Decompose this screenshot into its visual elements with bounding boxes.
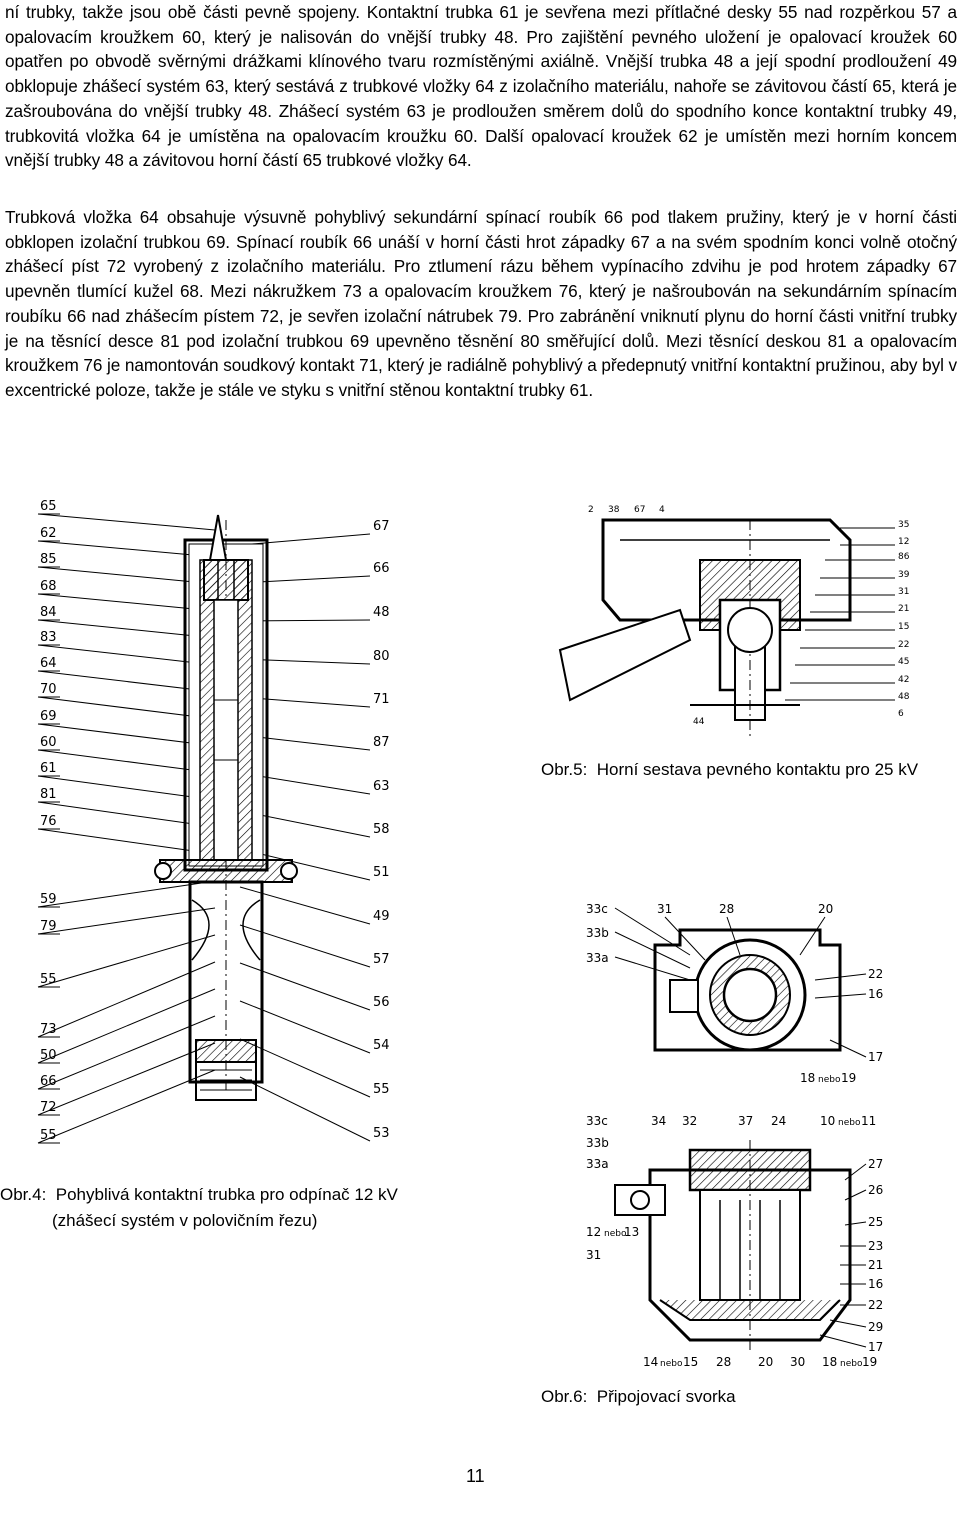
fig6-label: 10: [820, 1114, 836, 1128]
fig5-label: 38: [608, 505, 620, 515]
fig5-label: 12: [898, 537, 910, 547]
fig4-leader-line: [38, 724, 215, 746]
fig4-leader-line: [38, 594, 215, 611]
fig6-lower-drawing: [615, 1140, 866, 1350]
fig4-right-label: 80: [373, 649, 390, 664]
fig4-right-label: 58: [373, 822, 390, 837]
fig4-left-label: 76: [40, 814, 57, 829]
fig4-leader-line: [38, 697, 215, 719]
fig6-label: nebo: [604, 1229, 627, 1239]
fig4-leader-line: [38, 881, 215, 907]
fig6-label: nebo: [818, 1075, 841, 1085]
fig6-label: 33b: [586, 1136, 609, 1150]
fig5-label: 4: [659, 505, 665, 515]
fig5-label: 35: [898, 520, 910, 530]
fig6-label: 37: [738, 1114, 754, 1128]
fig4-left-label: 73: [40, 1022, 57, 1037]
fig6-label: 16: [868, 987, 884, 1001]
fig6-label: 18: [800, 1071, 816, 1085]
fig4-leader-line: [38, 1016, 215, 1089]
fig4-left-label: 59: [40, 892, 57, 907]
fig4-right-label: 66: [373, 561, 390, 576]
fig4-leader-line: [38, 750, 215, 773]
fig6-label: 32: [682, 1114, 698, 1128]
fig4-leader-line: [240, 1001, 370, 1053]
page-number: 11: [466, 1466, 485, 1486]
fig6-label: 31: [586, 1248, 602, 1262]
fig4-left-label: 83: [40, 630, 57, 645]
fig6-label: 17: [868, 1340, 884, 1354]
fig4-right-label: 51: [373, 865, 390, 880]
fig6-label: 33c: [586, 902, 608, 916]
fig6-upper-drawing: [615, 908, 866, 1057]
fig6-label: 19: [841, 1071, 857, 1085]
fig4-left-label: 68: [40, 579, 57, 594]
fig4-leader-line: [240, 887, 370, 924]
figure-4-caption-line2: (zhášecí systém v polovičním řezu): [0, 1211, 318, 1230]
figure-6-drawing: [560, 890, 940, 1380]
fig6-label: 30: [790, 1355, 806, 1369]
fig6-label: 11: [861, 1114, 877, 1128]
fig6-label: 22: [868, 1298, 884, 1312]
fig6-label: 33a: [586, 1157, 609, 1171]
fig4-leader-line: [38, 802, 215, 827]
fig5-label: 39: [898, 570, 910, 580]
fig4-right-label: 48: [373, 605, 390, 620]
fig4-right-label: 87: [373, 735, 390, 750]
figure-6-svg: [560, 890, 940, 1380]
fig4-left-label: 61: [40, 761, 57, 776]
fig5-label: 22: [898, 640, 910, 650]
fig4-leader-line: [38, 620, 215, 638]
fig4-left-label: 62: [40, 526, 57, 541]
fig4-leader-line: [38, 671, 215, 692]
fig6-label: 20: [758, 1355, 774, 1369]
fig6-label: nebo: [838, 1118, 861, 1128]
fig4-left-label: 50: [40, 1048, 57, 1063]
fig6-label: 33c: [586, 1114, 608, 1128]
fig5-label: 42: [898, 675, 910, 685]
fig4-left-label: 55: [40, 972, 57, 987]
fig4-leader-line: [240, 963, 370, 1010]
fig5-label: 6: [898, 709, 904, 719]
fig6-label: 33b: [586, 926, 609, 940]
fig4-left-label: 85: [40, 552, 57, 567]
fig6-label: 33a: [586, 951, 609, 965]
fig4-left-label: 66: [40, 1074, 57, 1089]
fig6-label: 21: [868, 1258, 884, 1272]
fig6-label: nebo: [840, 1359, 863, 1369]
fig4-right-label: 67: [373, 519, 390, 534]
body-paragraph-2: Trubková vložka 64 obsahuje výsuvně pohyblivý sekundární spínací roubík 66 pod tlakem pružiny, který je v horní části obklopen izolační trubkou 69. Spínací roubík 66 unáší v horní části hrot západky 67 a na svém spodním konci volně otočný zhášecí píst 72 vyrobený z izolačního materiálu. Pro ztlumení rázu během vypínacího zdvihu je pod hrotem západky 67 upevněn tlumící kužel 68. Mezi nákružkem 73 a opalovacím kroužkem 76, který je našroubován na sekundárním spínacím roubíku 66 nad zhášecím pístem 72, je sevřen izolační nátrubek 79. Pro zabránění vniknutí plynu do horní části vnitřní trubky je na těsnící desce 81 pod izolační trubkou 69 upevněno těsnění 80 směřující dolů. Mezi těsnící deskou 81 a opalovacím kroužkem 76 je namontován soudkový kontakt 71, který je radiálně pohyblivý a předepnutý vnitřní kontaktní pružinou, aby byl v excentrické poloze, takže je stále ve styku s vnitřní stěnou kontaktní trubky 61.: [5, 207, 957, 400]
fig6-label: 12: [586, 1225, 602, 1239]
figure-5-drawing: [560, 495, 940, 745]
body-paragraph-1: ní trubky, takže jsou obě části pevně spojeny. Kontaktní trubka 61 je sevřena mezi přítlačné desky 55 nad rozpěrkou 57 a opalovacím kroužkem 60, který je nalisován do vnější trubky 48. Pro zajištění pevného uložení je opalovací kroužek 60 opatřen po obvodě svěrnými drážkami klínového tvaru rozmístěnými axiálně. Vnější trubka 48 a její spodní prodloužení 49 obklopuje zhášecí systém 63, který sestává z trubkové vložky 64 z izolačního materiálu, nahoře se závitovou částí 65, která je zašroubována do vnější trubky 48. Zhášecí systém 63 je prodloužen směrem dolů do spodního konce kontaktní trubky 49, trubkovitá vložka 64 je umístěna na opalovacím kroužku 60. Další opalovací kroužek 62 je umístěn mezi horním koncem vnější trubky 48 a závitovou horní částí 65 trubkové vložky 64.: [5, 2, 957, 171]
fig6-label: 18: [822, 1355, 838, 1369]
fig4-left-label: 79: [40, 919, 57, 934]
fig6-label: 25: [868, 1215, 884, 1229]
fig4-leader-line: [38, 1043, 215, 1115]
fig6-label: 19: [862, 1355, 878, 1369]
fig4-right-label: 54: [373, 1038, 390, 1053]
figure-5-caption: Obr.5: Horní sestava pevného kontaktu pro 25 kV: [541, 760, 919, 779]
fig4-right-label: 56: [373, 995, 390, 1010]
fig6-label: 20: [818, 902, 834, 916]
figure-5-svg: [560, 495, 940, 745]
fig6-label: 17: [868, 1050, 884, 1064]
fig6-label: 28: [716, 1355, 732, 1369]
fig4-right-label: 49: [373, 909, 390, 924]
fig5-label: 15: [898, 622, 910, 632]
fig4-leader-line: [38, 514, 215, 530]
fig5-label: 67: [634, 505, 646, 515]
fig4-right-label: 55: [373, 1082, 390, 1097]
fig6-label: nebo: [660, 1359, 683, 1369]
fig5-label: 44: [693, 717, 705, 727]
fig4-right-label: 71: [373, 692, 390, 707]
fig4-left-label: 69: [40, 709, 57, 724]
fig4-left-label: 81: [40, 787, 57, 802]
fig4-left-label: 70: [40, 682, 57, 697]
figure-4-caption-line1: Obr.4: Pohyblivá kontaktní trubka pro odpínač 12 kV: [0, 1185, 398, 1204]
figure-4-drawing: [0, 490, 440, 1180]
fig4-right-label: 53: [373, 1126, 390, 1141]
fig4-left-label: 55: [40, 1128, 57, 1143]
fig6-label: 29: [868, 1320, 884, 1334]
fig6-label: 14: [643, 1355, 659, 1369]
fig4-leader-line: [38, 1070, 215, 1143]
fig5-label: 48: [898, 692, 910, 702]
fig4-leader-line: [38, 567, 215, 584]
fig6-label: 31: [657, 902, 673, 916]
fig6-label: 16: [868, 1277, 884, 1291]
fig4-left-label: 65: [40, 499, 57, 514]
fig4-leader-line: [38, 829, 215, 854]
fig6-label: 34: [651, 1114, 667, 1128]
fig4-left-label: 72: [40, 1100, 57, 1115]
fig4-leader-line: [38, 776, 215, 800]
fig4-leader-line: [240, 1039, 370, 1097]
fig5-label: 31: [898, 587, 910, 597]
figure-4-svg: [0, 490, 440, 1180]
fig4-left-label: 84: [40, 605, 57, 620]
fig6-label: 13: [624, 1225, 640, 1239]
fig4-left-label: 64: [40, 656, 57, 671]
fig4-right-label: 57: [373, 952, 390, 967]
fig5-label: 21: [898, 604, 910, 614]
fig6-label: 24: [771, 1114, 787, 1128]
fig4-leader-line: [38, 935, 215, 987]
fig6-label: 26: [868, 1183, 884, 1197]
figure-6-caption: Obr.6: Připojovací svorka: [541, 1387, 736, 1406]
fig4-leader-line: [240, 1077, 370, 1141]
fig5-label: 86: [898, 552, 910, 562]
fig5-assembly-drawing: [560, 520, 895, 740]
fig6-label: 27: [868, 1157, 884, 1171]
fig6-label: 22: [868, 967, 884, 981]
fig4-right-label: 63: [373, 779, 390, 794]
fig4-leader-line: [38, 645, 215, 665]
fig5-label: 2: [588, 505, 594, 515]
fig6-label: 23: [868, 1239, 884, 1253]
fig4-leader-line: [38, 908, 215, 934]
fig4-left-label: 60: [40, 735, 57, 750]
fig5-top-labels: [588, 505, 665, 515]
fig4-tube-drawing: [155, 515, 297, 1100]
fig5-label: 45: [898, 657, 910, 667]
fig6-label: 28: [719, 902, 735, 916]
fig4-leader-line: [240, 925, 370, 967]
fig4-leader-line: [38, 541, 215, 557]
fig6-label: 15: [683, 1355, 699, 1369]
